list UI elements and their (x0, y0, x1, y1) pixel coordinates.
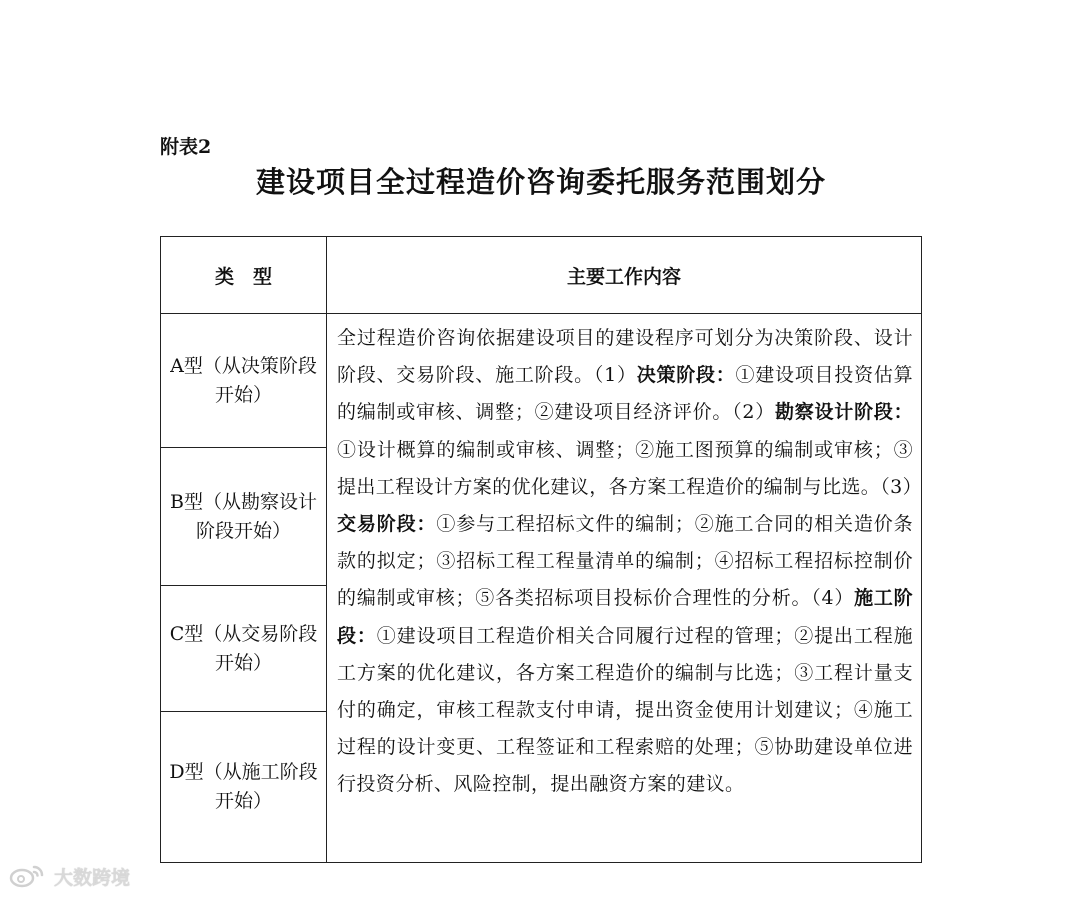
watermark (8, 862, 130, 890)
type-a-line1: A型（从决策阶段 (170, 354, 317, 377)
stage1-title: 决策阶段： (636, 364, 736, 387)
type-a-line2: 开始） (214, 383, 272, 406)
work-content-cell (327, 314, 922, 863)
appendix-label: 附表2 (160, 136, 212, 158)
type-d-line1: D型（从施工阶段 (169, 761, 318, 783)
stage2-text: ①设计概算的编制或审核、调整；②施工图预算的编制或审核；③提出工程设计方案的优化建议，各方案工程造价的编制与比选。（3） (337, 438, 922, 498)
table-row (161, 314, 922, 448)
service-scope-table (160, 236, 922, 863)
type-a-cell (161, 314, 327, 448)
stage2-title: 勘察设计阶段： (775, 401, 913, 424)
type-b-line1: B型（从勘察设计 (170, 490, 317, 513)
type-c-cell (161, 586, 327, 712)
weibo-style-logo-icon (8, 863, 50, 889)
document-title: 建设项目全过程造价咨询委托服务范围划分 (255, 165, 826, 199)
type-b-line2: 阶段开始） (195, 519, 291, 542)
table-header-row (161, 237, 922, 314)
header-content: 主要工作内容 (327, 237, 922, 314)
stage4-title: 施工阶段： (337, 587, 913, 647)
type-d-line2: 开始） (214, 790, 272, 812)
header-type: 类 型 (161, 237, 327, 314)
type-c-line2: 开始） (214, 651, 272, 674)
stage3-title: 交易阶段： (337, 513, 437, 536)
type-c-line1: C型（从交易阶段 (169, 622, 318, 645)
content-intro: 全过程造价咨询依据建设项目的建设程序可划分为决策阶段、设计阶段、交易阶段、施工阶段。（1） (337, 327, 913, 387)
stage4-text: ①建设项目工程造价相关合同履行过程的管理；②提出工程施工方案的优化建议，各方案工程造价的编制与比选；③工程计量支付的确定，审核工程款支付申请，提出资金使用计划建议；④施工过程的设计变更、工程签证和工程索赔的处理；⑤协助建设单位进行投资分析、风险控制，提出融资方案的建议。 (337, 624, 913, 796)
type-d-cell (161, 712, 327, 863)
stage1-text: ①建设项目投资估算的编制或审核、调整；②建设项目经济评价。（2） (337, 364, 913, 424)
type-b-cell (161, 448, 327, 586)
watermark-text: 大数跨境 (54, 866, 131, 889)
stage3-text: ①参与工程招标文件的编制；②施工合同的相关造价条款的拟定；③招标工程工程量清单的编制；④招标工程招标控制价的编制或审核；⑤各类招标项目投标价合理性的分析。（4） (337, 513, 913, 610)
